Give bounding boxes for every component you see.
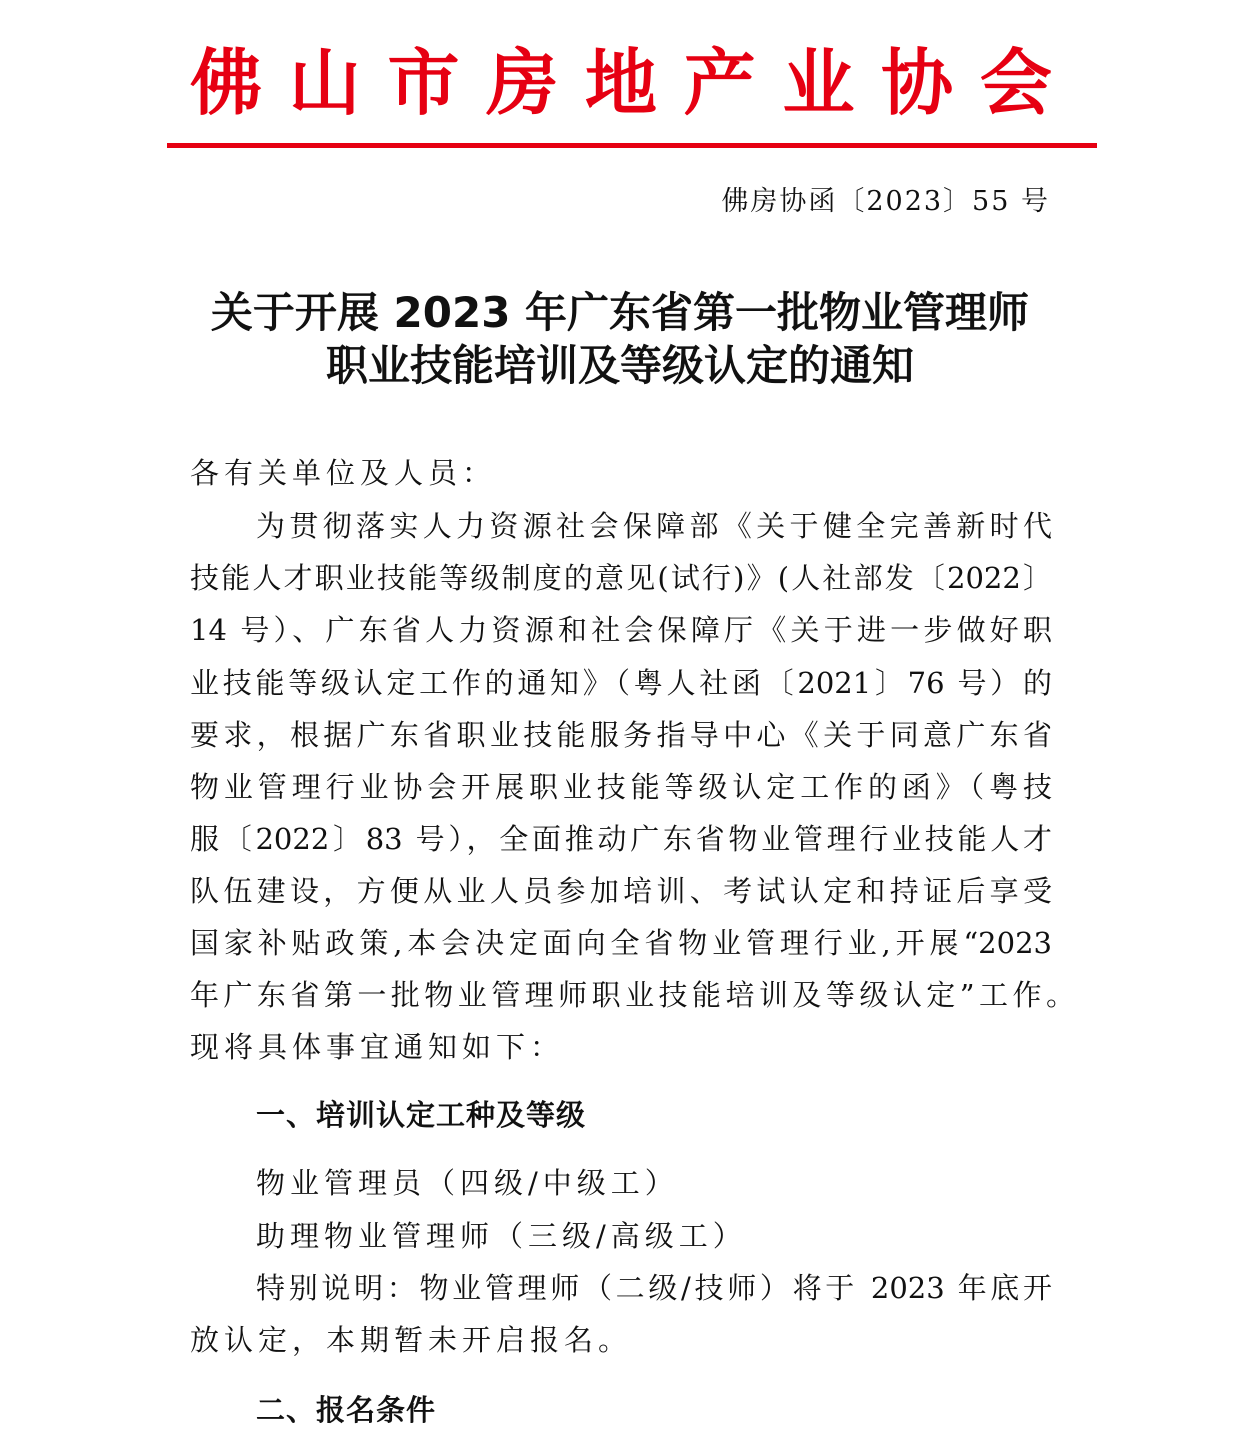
document-number: 佛房协函〔2023〕55 号 xyxy=(721,186,1050,217)
body-line: 队伍建设，方便从业人员参加培训、考试认定和持证后享受 xyxy=(190,874,1052,908)
letterhead-char: 佛 xyxy=(190,40,263,125)
body-line: 国家补贴政策,本会决定面向全省物业管理行业,开展“2023 xyxy=(190,926,1052,960)
section-heading-2: 二、报名条件 xyxy=(256,1393,437,1427)
body-line: 物业管理行业协会开展职业技能等级认定工作的函》（粤技 xyxy=(190,770,1052,804)
body-line: 为贯彻落实人力资源社会保障部《关于健全完善新时代 xyxy=(256,509,1052,543)
body-line: 要求，根据广东省职业技能服务指导中心《关于同意广东省 xyxy=(190,718,1052,752)
list-item: 物业管理员（四级/中级工） xyxy=(256,1166,679,1200)
letterhead-char: 产 xyxy=(683,40,756,125)
letterhead-char: 地 xyxy=(584,40,657,125)
body-line: 服〔2022〕83 号），全面推动广东省物业管理行业技能人才 xyxy=(190,822,1052,856)
letterhead-char: 业 xyxy=(782,40,855,125)
body-line: 年广东省第一批物业管理师职业技能培训及等级认定”工作。 xyxy=(190,978,1075,1012)
body-line: 业技能等级认定工作的通知》（粤人社函〔2021〕76 号）的 xyxy=(190,666,1052,700)
body-line: 14 号）、广东省人力资源和社会保障厅《关于进一步做好职 xyxy=(190,613,1052,647)
letterhead-char: 市 xyxy=(387,40,460,125)
body-line: 现将具体事宜通知如下： xyxy=(190,1030,565,1064)
salutation: 各有关单位及人员： xyxy=(190,456,497,490)
special-note-line: 特别说明：物业管理师（二级/技师）将于 2023 年底开 xyxy=(256,1271,1052,1305)
body-line: 技能人才职业技能等级制度的意见(试行)》(人社部发〔2022〕 xyxy=(190,561,1052,595)
document-title-line2: 职业技能培训及等级认定的通知 xyxy=(325,341,914,390)
list-item: 助理物业管理师（三级/高级工） xyxy=(256,1219,747,1253)
letterhead-divider xyxy=(167,143,1097,148)
letterhead-char: 会 xyxy=(979,40,1052,125)
special-note-line: 放认定，本期暂未开启报名。 xyxy=(190,1323,633,1357)
letterhead-char: 房 xyxy=(486,40,559,125)
letterhead-char: 山 xyxy=(288,40,361,125)
letterhead-char: 协 xyxy=(881,40,954,125)
issuer-letterhead xyxy=(190,38,1052,128)
document-title-line1: 关于开展 2023 年广东省第一批物业管理师 xyxy=(210,288,1030,337)
section-heading-1: 一、培训认定工种及等级 xyxy=(256,1098,587,1132)
